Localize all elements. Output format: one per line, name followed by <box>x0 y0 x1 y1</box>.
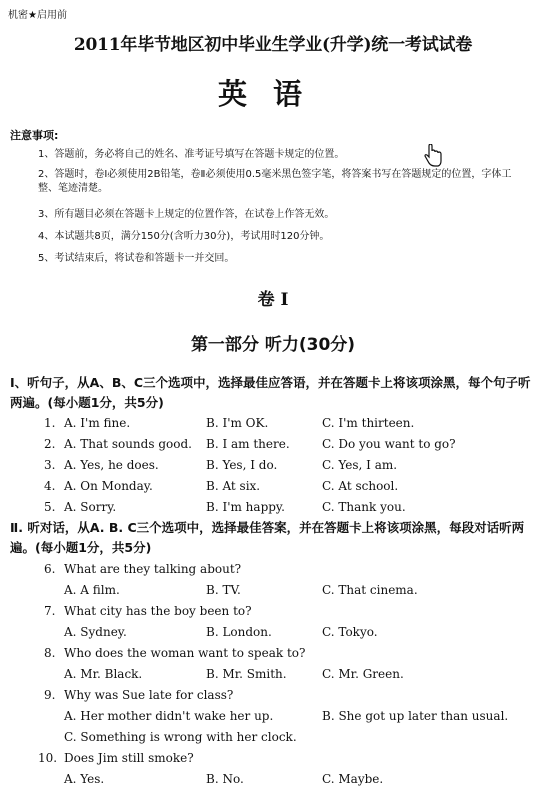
note-item: 2、答题时，卷Ⅰ必须使用2B铅笔，卷Ⅱ必须使用0.5毫米黑色签字笔，将答案书写在答题规定的位置，字体工整、笔迹清楚。 <box>38 169 512 194</box>
question-stem <box>0 604 546 624</box>
option-c: C. Something is wrong with her clock. <box>64 730 297 744</box>
question-number: 2. <box>44 437 56 451</box>
confidential-label: 机密★启用前 <box>8 10 67 21</box>
option-a: A. Sorry. <box>64 500 117 514</box>
option-a: A. Her mother didn't wake her up. <box>64 709 274 723</box>
note-item: 4、本试题共8页，满分150分(含听力30分)，考试用时120分钟。 <box>38 231 330 242</box>
part-heading: 第一部分 听力(30分) <box>190 335 356 355</box>
question-text: Who does the woman want to speak to? <box>64 646 306 660</box>
option-a: A. On Monday. <box>64 479 153 493</box>
question-row <box>0 730 546 750</box>
question-number: 6. <box>44 562 56 576</box>
option-b: B. No. <box>206 772 244 786</box>
question-stem <box>0 646 546 666</box>
option-c: C. Tokyo. <box>322 625 378 639</box>
option-a: A. I'm fine. <box>64 416 131 430</box>
question-row <box>0 667 546 687</box>
option-c: C. Maybe. <box>322 772 384 786</box>
question-row <box>0 416 546 436</box>
question-stem <box>0 562 546 582</box>
note-item: 1、答题前，务必将自己的姓名、准考证号填写在答题卡规定的位置。 <box>38 149 345 160</box>
option-c: C. Do you want to go? <box>322 437 456 451</box>
note-item: 3、所有题目必须在答题卡上规定的位置作答，在试卷上作答无效。 <box>38 209 335 220</box>
option-a: A. Yes, he does. <box>64 458 159 472</box>
question-number: 4. <box>44 479 56 493</box>
question-text: What are they talking about? <box>64 562 242 576</box>
option-a: A. That sounds good. <box>64 437 192 451</box>
option-c: C. That cinema. <box>322 583 418 597</box>
question-row <box>0 583 546 603</box>
question-number: 3. <box>44 458 56 472</box>
option-b: B. I'm happy. <box>206 500 285 514</box>
option-a: A. Mr. Black. <box>64 667 143 681</box>
note-item: 5、考试结束后，将试卷和答题卡一并交回。 <box>38 253 235 264</box>
question-row <box>0 625 546 645</box>
question-row <box>0 479 546 499</box>
volume-heading: 卷 Ⅰ <box>257 290 289 310</box>
question-row <box>0 709 546 729</box>
question-text: Why was Sue late for class? <box>64 688 234 702</box>
question-stem <box>0 688 546 708</box>
question-stem <box>0 751 546 771</box>
question-number: 1. <box>44 416 56 430</box>
question-number: 7. <box>44 604 56 618</box>
option-b: B. She got up later than usual. <box>322 709 509 723</box>
option-c: C. I'm thirteen. <box>322 416 415 430</box>
option-b: B. Mr. Smith. <box>206 667 287 681</box>
question-number: 9. <box>44 688 56 702</box>
question-row <box>0 500 546 520</box>
question-text: What city has the boy been to? <box>64 604 252 618</box>
question-number: 10. <box>38 751 58 765</box>
option-c: C. Thank you. <box>322 500 406 514</box>
option-a: A. A film. <box>64 583 120 597</box>
option-b: B. Yes, I do. <box>206 458 278 472</box>
option-b: B. TV. <box>206 583 241 597</box>
option-b: B. I am there. <box>206 437 290 451</box>
option-b: B. London. <box>206 625 272 639</box>
notes-heading: 注意事项: <box>10 129 59 142</box>
question-number: 8. <box>44 646 56 660</box>
hand-cursor-icon <box>423 144 443 168</box>
option-c: C. Yes, I am. <box>322 458 398 472</box>
option-c: C. At school. <box>322 479 399 493</box>
exam-title: 2011年毕节地区初中毕业生学业(升学)统一考试试卷 <box>73 35 473 55</box>
question-row <box>0 437 546 457</box>
section2-instructions: Ⅱ. 听对话，从A. B. C三个选项中，选择最佳答案，并在答题卡上将该项涂黑，每段对话听两遍。(每小题1分，共5分) <box>10 520 525 555</box>
question-row <box>0 458 546 478</box>
question-row <box>0 772 546 792</box>
question-number: 5. <box>44 500 56 514</box>
option-c: C. Mr. Green. <box>322 667 404 681</box>
option-b: B. I'm OK. <box>206 416 269 430</box>
option-a: A. Sydney. <box>64 625 127 639</box>
subject-title: 英语 <box>217 77 328 111</box>
option-b: B. At six. <box>206 479 261 493</box>
section1-instructions: Ⅰ、听句子，从A、B、C三个选项中，选择最佳应答语，并在答题卡上将该项涂黑，每个句子听两遍。(每小题1分，共5分) <box>10 375 531 410</box>
question-text: Does Jim still smoke? <box>64 751 194 765</box>
option-a: A. Yes. <box>64 772 105 786</box>
